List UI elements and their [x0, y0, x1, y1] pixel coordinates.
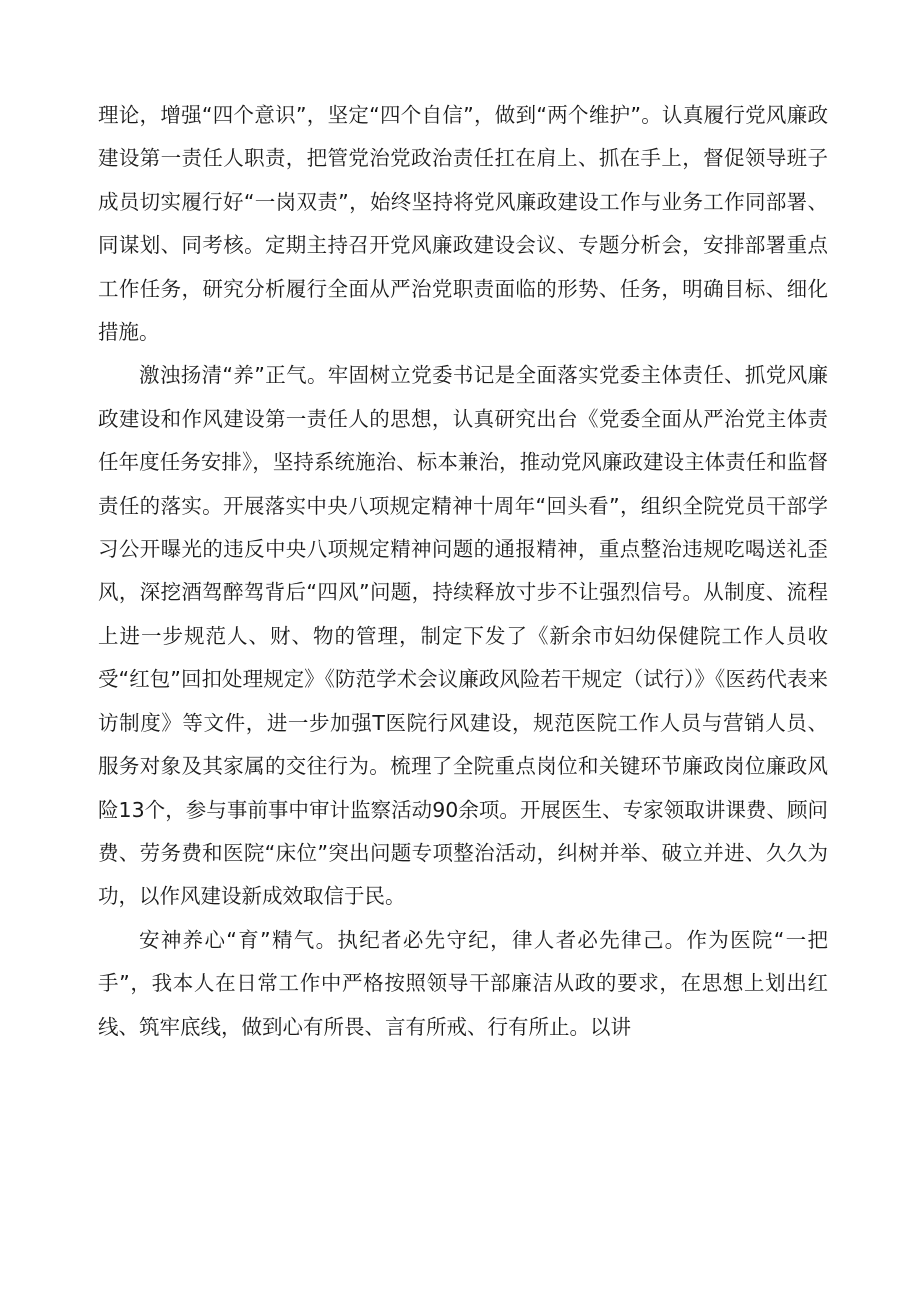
paragraph-self-discipline: 安神养心“育”精气。执纪者必先守纪，律人者必先律己。作为医院“一把手”，我本人在日常工作中严格按照领导干部廉洁从政的要求，在思想上划出红线、筑牢底线，做到心有所畏、言有所戒、行有所止。以讲 — [98, 927, 828, 1039]
paragraph-clean-wind: 激浊扬清“养”正气。牢固树立党委书记是全面落实党委主体责任、抓党风廉政建设和作风建设第一责任人的思想，认真研究出台《党委全面从严治党主体责任年度任务安排》，坚持系统施治、标本兼治，推动党风廉政建设主体责任和监督责任的落实。开展落实中央八项规定精神十周年“回头看”，组织全院党员干部学习公开曝光的违反中央八项规定精神问题的通报精神，重点整治违规吃喝送礼歪风，深挖酒驾醉驾背后“四风”问题，持续释放寸步不让强烈信号。从制度、流程上进一步规范人、财、物的管理，制定下发了《新余市妇幼保健院工作人员收受“红包”回扣处理规定》《防范学术会议廉政风险若干规定（试行）》《医药代表来访制度》等文件，进一步加强T医院行风建设，规范医院工作人员与营销人员、服务对象及其家属的交往行为。梳理了全院重点岗位和关键环节廉政岗位廉政风险13个，参与事前事中审计监察活动90余项。开展医生、专家领取讲课费、顾问费、劳务费和医院“床位”突出问题专项整治活动，纠树并举、破立并进、久久为功，以作风建设新成效取信于民。 — [98, 363, 828, 909]
paragraph-continuation: 理论，增强“四个意识”，坚定“四个自信”，做到“两个维护”。认真履行党风廉政建设第一责任人职责，把管党治党政治责任扛在肩上、抓在手上，督促领导班子成员切实履行好“一岗双责”，始终坚持将党风廉政建设工作与业务工作同部署、同谋划、同考核。定期主持召开党风廉政建设会议、专题分析会，安排部署重点工作任务，研究分析履行全面从严治党职责面临的形势、任务，明确目标、细化措施。 — [98, 103, 828, 345]
document-body — [98, 94, 828, 1049]
